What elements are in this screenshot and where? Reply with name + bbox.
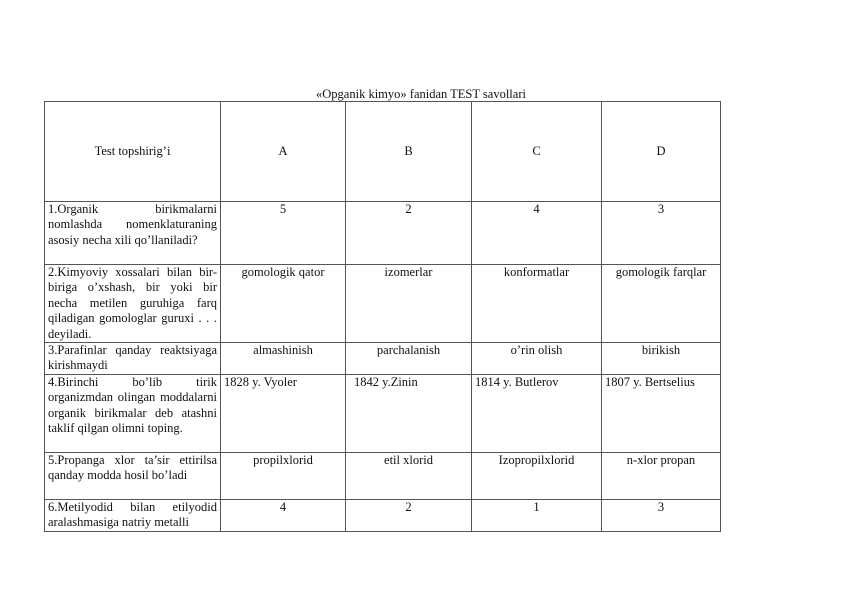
- option-d-cell: 1807 y. Bertselius: [602, 374, 721, 452]
- question-cell: 4.Birinchi bo’lib tirik organizmdan olingan moddalarni organik birikmalar deb atashni taklif qilgan olimni toping.: [45, 374, 221, 452]
- header-option-d: D: [602, 102, 721, 202]
- option-c-cell: 1: [472, 499, 602, 531]
- test-questions-table: [44, 101, 721, 532]
- question-cell: 3.Parafinlar qanday reaktsiyaga kirishmaydi: [45, 343, 221, 375]
- table-row: [45, 452, 721, 499]
- page-title: «Opganik kimyo» fanidan TEST savollari: [316, 87, 526, 101]
- option-b-cell: 1842 y.Zinin: [346, 374, 472, 452]
- option-a-cell: 5: [221, 202, 346, 265]
- option-d-cell: birikish: [602, 343, 721, 375]
- table-row: [45, 265, 721, 343]
- option-b-cell: 2: [346, 499, 472, 531]
- table-row: [45, 499, 721, 531]
- question-cell: 1.Organik birikmalarni nomlashda nomenklaturaning asosiy necha xili qo’llaniladi?: [45, 202, 221, 265]
- question-cell: 6.Metilyodid bilan etilyodid aralashmasiga natriy metalli: [45, 499, 221, 531]
- option-a-cell: propilxlorid: [221, 452, 346, 499]
- table-row: [45, 343, 721, 375]
- option-d-cell: 3: [602, 202, 721, 265]
- option-d-cell: 3: [602, 499, 721, 531]
- table-header-row: [45, 102, 721, 202]
- option-a-cell: 4: [221, 499, 346, 531]
- option-d-cell: gomologik farqlar: [602, 265, 721, 343]
- table-row: [45, 202, 721, 265]
- header-option-a: A: [221, 102, 346, 202]
- header-option-c: C: [472, 102, 602, 202]
- option-b-cell: 2: [346, 202, 472, 265]
- option-d-cell: n-xlor propan: [602, 452, 721, 499]
- option-a-cell: almashinish: [221, 343, 346, 375]
- option-b-cell: etil xlorid: [346, 452, 472, 499]
- table-row: [45, 374, 721, 452]
- question-cell: 2.Kimyoviy xossalari bilan bir-biriga o’xshash, bir yoki bir necha metilen guruhiga farq qiladigan gomologlar guruxi . . . deyiladi.: [45, 265, 221, 343]
- option-c-cell: o’rin olish: [472, 343, 602, 375]
- option-a-cell: gomologik qator: [221, 265, 346, 343]
- option-c-cell: konformatlar: [472, 265, 602, 343]
- header-option-b: B: [346, 102, 472, 202]
- option-b-cell: izomerlar: [346, 265, 472, 343]
- option-c-cell: Izopropilxlorid: [472, 452, 602, 499]
- option-a-cell: 1828 y. Vyoler: [221, 374, 346, 452]
- question-cell: 5.Propanga xlor ta’sir ettirilsa qanday modda hosil bo’ladi: [45, 452, 221, 499]
- option-c-cell: 1814 y. Butlerov: [472, 374, 602, 452]
- header-question: Test topshirig’i: [45, 102, 221, 202]
- option-b-cell: parchalanish: [346, 343, 472, 375]
- option-c-cell: 4: [472, 202, 602, 265]
